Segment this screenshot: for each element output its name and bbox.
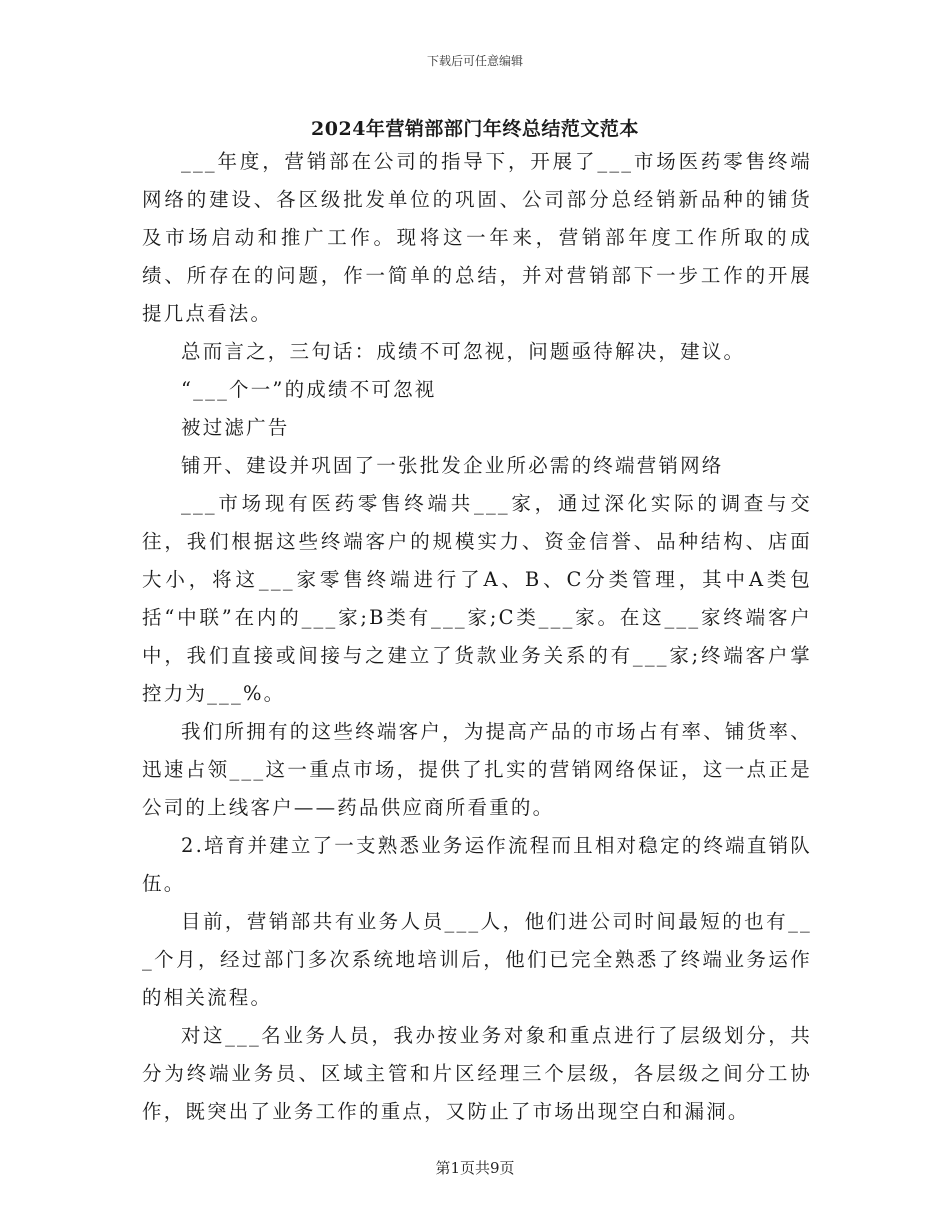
paragraph-network-value: 我们所拥有的这些终端客户，为提高产品的市场占有率、铺货率、迅速占领___这一重点市场，提供了扎实的营销网络保证，这一点正是公司的上线客户——药品供应商所看重的。 — [142, 720, 812, 819]
paragraph-heading-achievements: “___个一”的成绩不可忽视 — [181, 378, 437, 401]
paragraph-team-heading: 2.培育并建立了一支熟悉业务运作流程而且相对稳定的终端直销队伍。 — [142, 834, 812, 895]
document-title: 2024年营销部部门年终总结范文范本 — [311, 118, 639, 140]
paragraph-intro: ___年度，营销部在公司的指导下，开展了___市场医药零售终端网络的建设、各区级批发单位的巩固、公司部分总经销新品种的铺货及市场启动和推广工作。现将这一年来，营销部年度工作所取的成绩、所存在的问题，作一简单的总结，并对营销部下一步工作的开展提几点看法。 — [142, 150, 812, 325]
header-note: 下载后可任意编辑 — [426, 54, 523, 68]
paragraph-summary: 总而言之，三句话：成绩不可忽视，问题亟待解决，建议。 — [181, 340, 746, 363]
page-footer: 第1页共9页 — [435, 1159, 515, 1177]
paragraph-filtered-ad: 被过滤广告 — [181, 416, 290, 439]
paragraph-network-heading: 铺开、建设并巩固了一张批发企业所必需的终端营销网络 — [181, 454, 724, 477]
document-body — [142, 143, 812, 1131]
paragraph-terminal-stats: ___市场现有医药零售终端共___家，通过深化实际的调查与交往，我们根据这些终端客户的规模实力、资金信誉、品种结构、店面大小，将这___家零售终端进行了A、B、C分类管理，其中A类包括“中联”在内的___家;B类有___家;C类___家。在这___家终端客户中，我们直接或间接与之建立了货款业务关系的有___家;终端客户掌控力为___%。 — [142, 492, 812, 705]
paragraph-hierarchy: 对这___名业务人员，我办按业务对象和重点进行了层级划分，共分为终端业务员、区域主管和片区经理三个层级，各层级之间分工协作，既突出了业务工作的重点，又防止了市场出现空白和漏洞。 — [142, 1024, 812, 1123]
paragraph-staff: 目前，营销部共有业务人员___人，他们进公司时间最短的也有___个月，经过部门多次系统地培训后，他们已完全熟悉了终端业务运作的相关流程。 — [142, 910, 812, 1009]
